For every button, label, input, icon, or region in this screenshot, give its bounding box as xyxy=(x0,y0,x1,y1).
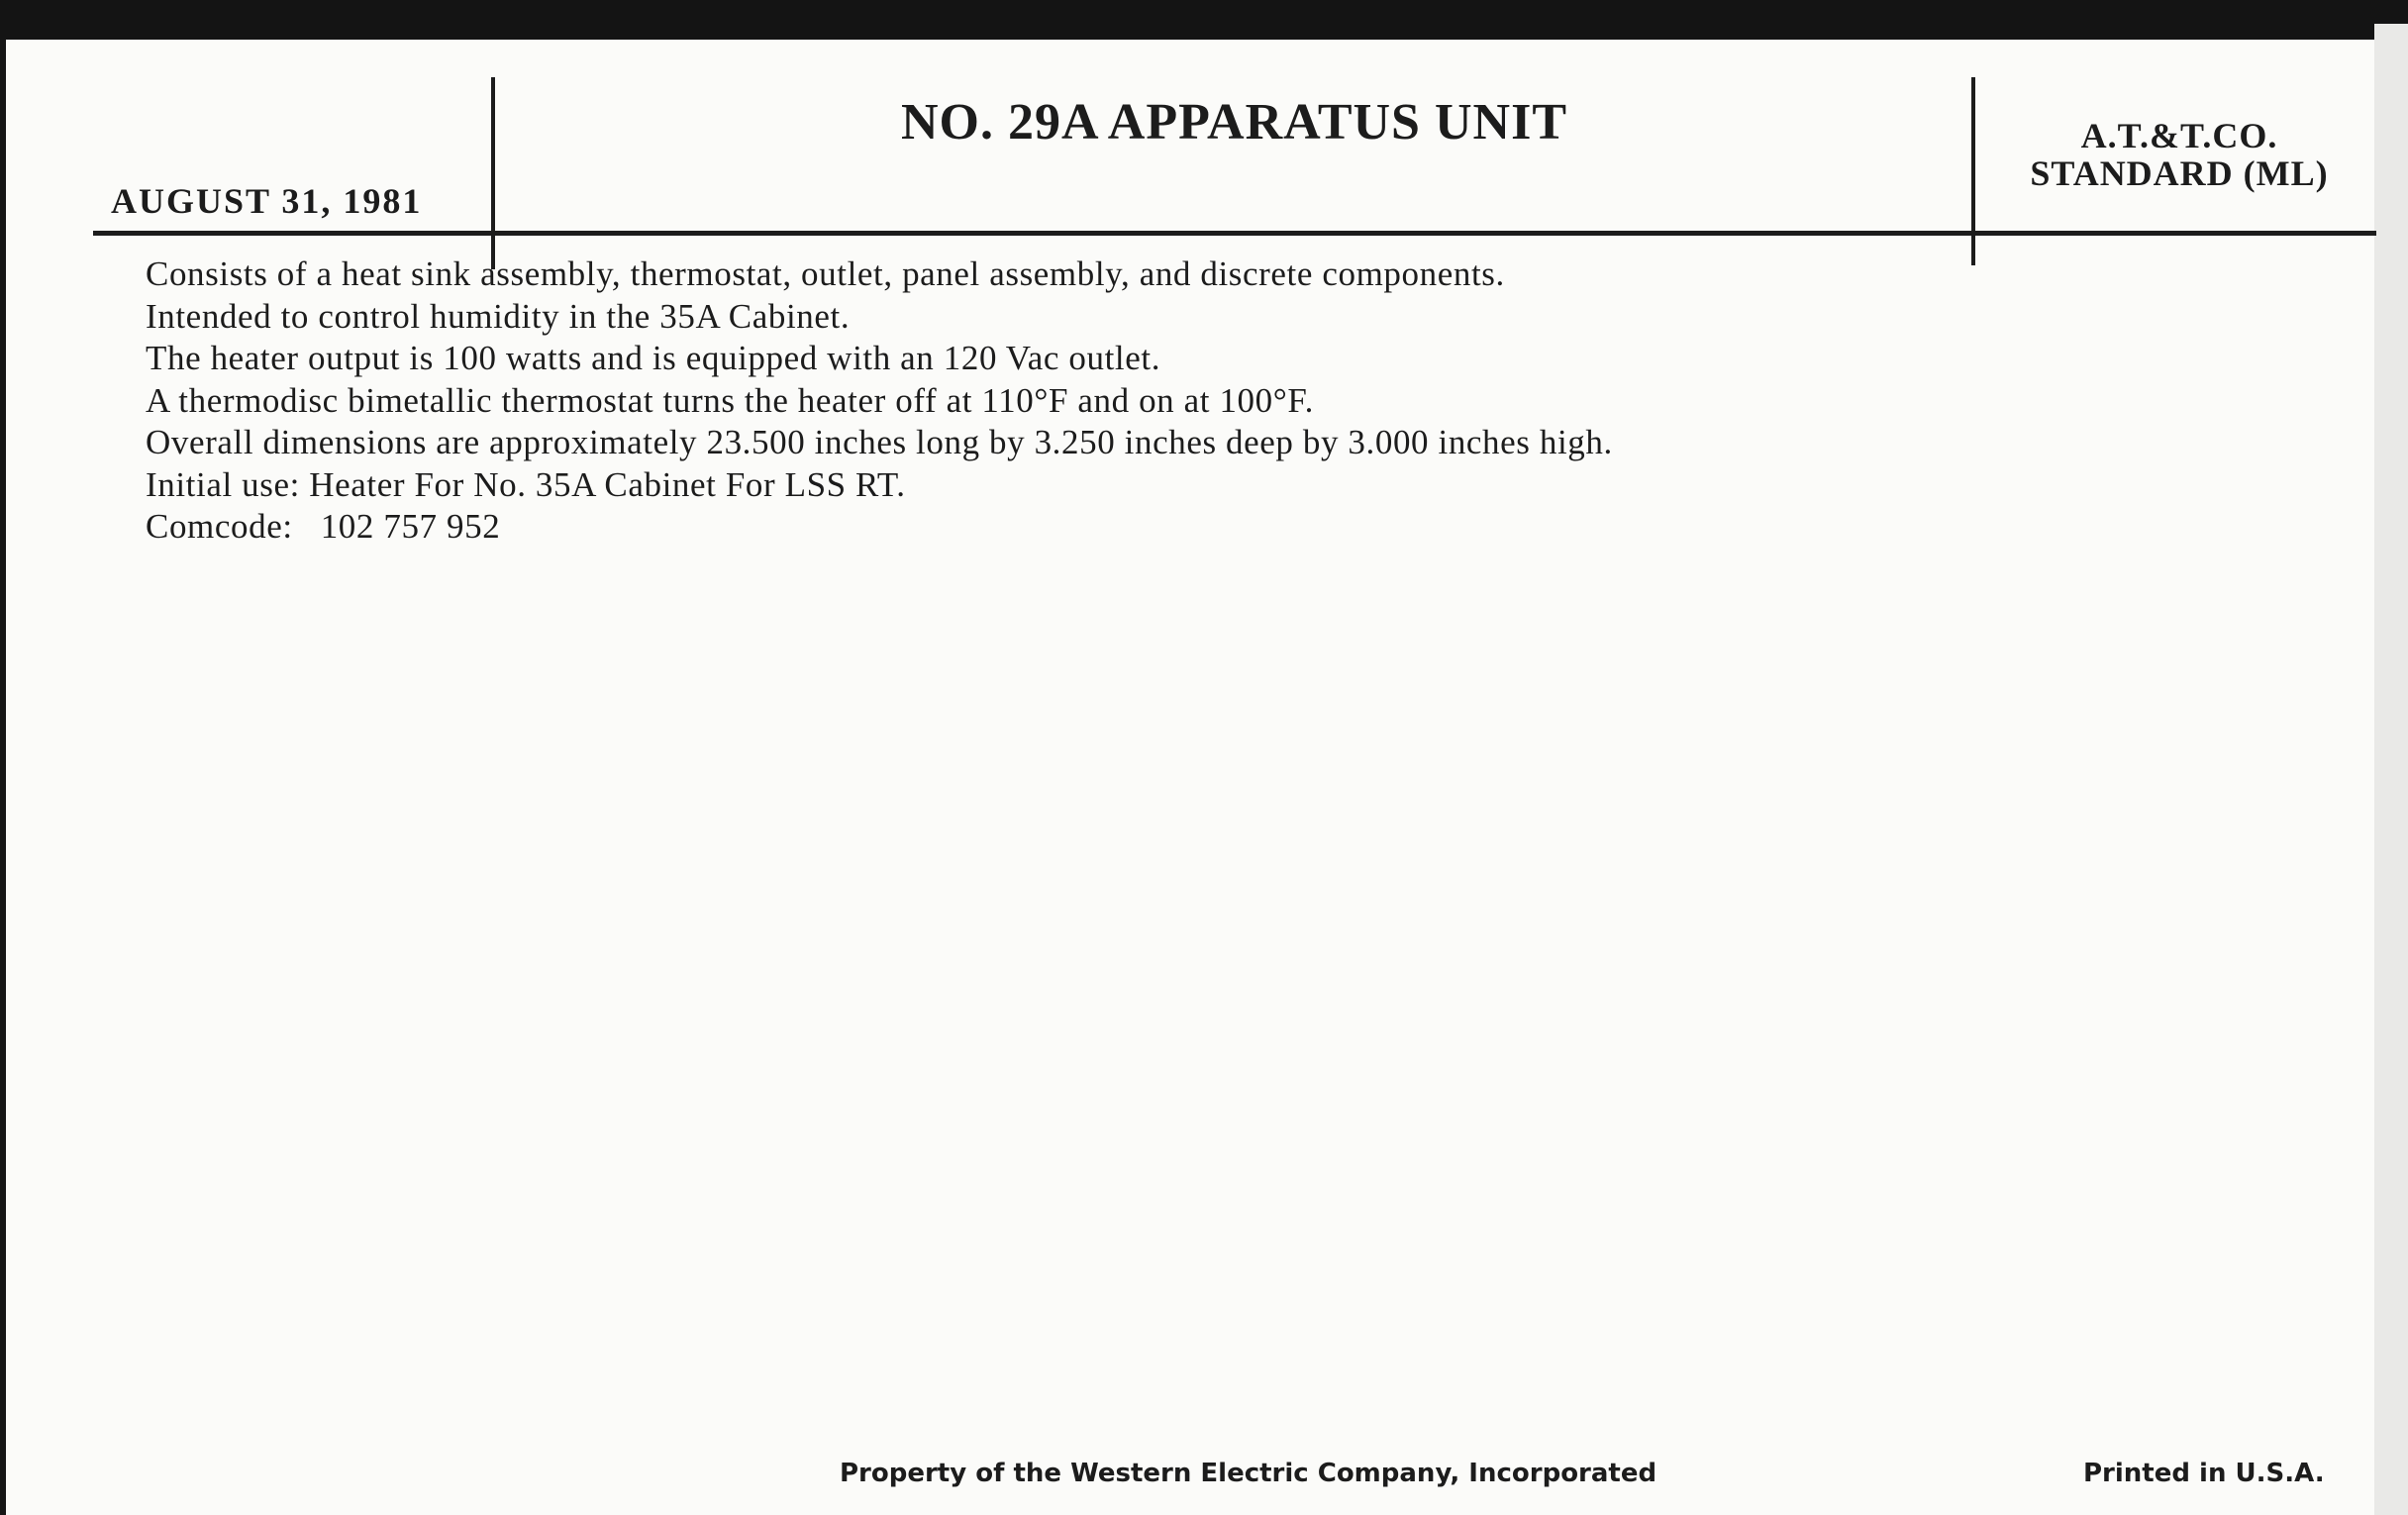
description-text xyxy=(146,253,1613,549)
header-rule xyxy=(93,231,2376,236)
property-notice: Property of the Western Electric Company, Incorporated xyxy=(840,1459,1657,1488)
header-divider-left xyxy=(491,77,495,269)
printed-notice: Printed in U.S.A. xyxy=(2083,1459,2325,1488)
scan-right-border xyxy=(2374,24,2408,1515)
header-divider-right xyxy=(1971,77,1975,265)
standard-line-standard: STANDARD (ML) xyxy=(2030,153,2329,193)
description-line: Intended to control humidity in the 35A Cabinet. xyxy=(146,296,851,336)
document-card xyxy=(6,40,2374,1515)
scan-top-border xyxy=(0,0,2408,40)
description-line: The heater output is 100 watts and is equipped with an 120 Vac outlet. xyxy=(146,339,1161,377)
description-line: Initial use: Heater For No. 35A Cabinet For LSS RT. xyxy=(146,464,906,504)
standard-line-company: A.T.&T.CO. xyxy=(2080,116,2278,155)
document-date: AUGUST 31, 1981 xyxy=(111,181,423,221)
standard-block xyxy=(1976,117,2382,192)
description-line: Overall dimensions are approximately 23.500 inches long by 3.250 inches deep by 3.000 inches high. xyxy=(146,423,1613,461)
description-line: Consists of a heat sink assembly, thermostat, outlet, panel assembly, and discrete components. xyxy=(146,254,1505,293)
description-line: A thermodisc bimetallic thermostat turns the heater off at 110°F and on at 100°F. xyxy=(146,380,1314,420)
document-title: NO. 29A APPARATUS UNIT xyxy=(900,94,1567,151)
comcode-line: Comcode: 102 757 952 xyxy=(146,507,501,546)
